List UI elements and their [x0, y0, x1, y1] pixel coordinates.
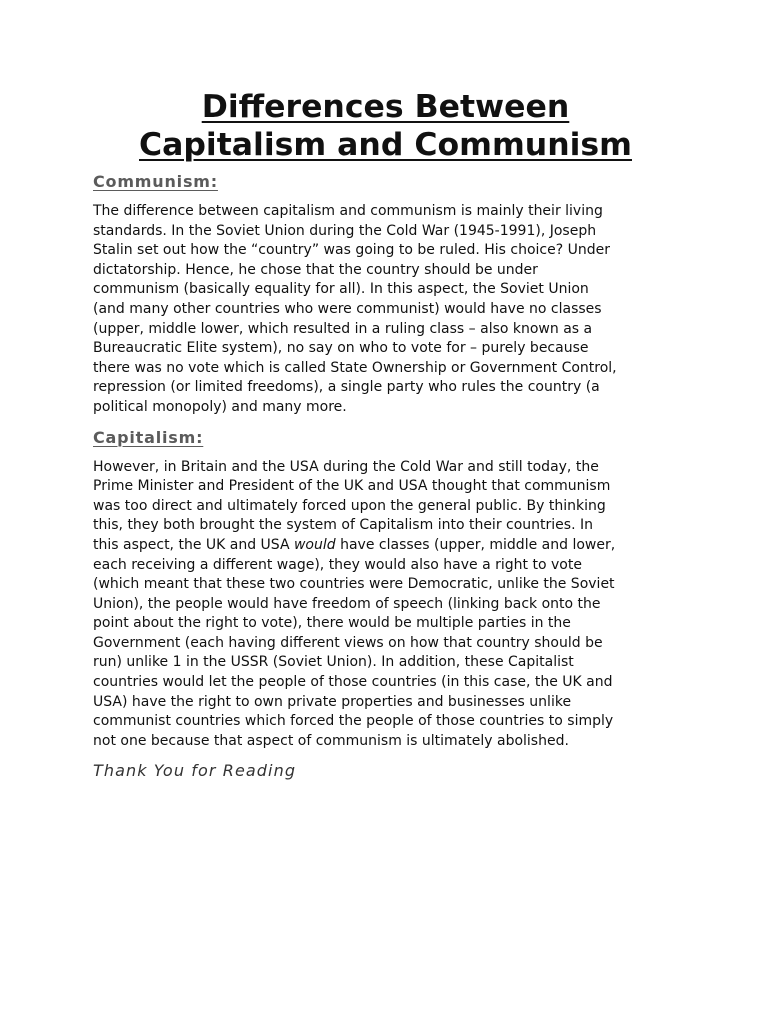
communism-paragraph: [93, 202, 678, 418]
paragraph-line: communist countries which forced the people of those countries to simply: [93, 713, 614, 730]
document-title: [93, 88, 678, 164]
paragraph-line: communism (basically equality for all). In this aspect, the Soviet Union: [93, 281, 589, 298]
paragraph-line: dictatorship. Hence, he chose that the country should be under: [93, 261, 538, 278]
paragraph-line: run) unlike 1 in the USSR (Soviet Union). In addition, these Capitalist: [93, 654, 574, 671]
capitalism-heading: Capitalism:: [93, 427, 204, 447]
title-line-2: Capitalism and Communism: [139, 127, 632, 163]
paragraph-line: Prime Minister and President of the UK and USA thought that communism: [93, 478, 611, 495]
paragraph-line: each receiving a different wage), they would also have a right to vote: [93, 556, 582, 573]
paragraph-line-with-emphasis: [93, 536, 678, 556]
paragraph-line: repression (or limited freedoms), a single party who rules the country (a: [93, 379, 600, 396]
paragraph-line: point about the right to vote), there would be multiple parties in the: [93, 615, 571, 632]
emphasized-word: would: [293, 536, 336, 553]
paragraph-line: was too direct and ultimately forced upon the general public. By thinking: [93, 497, 606, 514]
document-page: [93, 88, 678, 781]
title-line-1: Differences Between: [201, 89, 570, 125]
paragraph-line: Government (each having different views on how that country should be: [93, 634, 603, 651]
line-text: have classes (upper, middle and lower,: [335, 536, 616, 553]
paragraph-line: there was no vote which is called State Ownership or Government Control,: [93, 359, 617, 376]
paragraph-line: The difference between capitalism and communism is mainly their living: [93, 203, 603, 219]
capitalism-paragraph: [93, 458, 678, 752]
paragraph-line: (upper, middle lower, which resulted in a ruling class – also known as a: [93, 320, 593, 337]
paragraph-line: USA) have the right to own private properties and businesses unlike: [93, 693, 572, 710]
paragraph-line: countries would let the people of those countries (in this case, the UK and: [93, 674, 613, 691]
paragraph-line: Bureaucratic Elite system), no say on who to vote for – purely because: [93, 340, 589, 357]
paragraph-line: standards. In the Soviet Union during the Cold War (1945-1991), Joseph: [93, 222, 597, 239]
line-text: this aspect, the UK and USA: [93, 536, 294, 553]
paragraph-line: this, they both brought the system of Capitalism into their countries. In: [93, 517, 593, 534]
paragraph-line: Union), the people would have freedom of speech (linking back onto the: [93, 595, 601, 612]
paragraph-line: (and many other countries who were communist) would have no classes: [93, 300, 602, 317]
communism-heading: Communism:: [93, 172, 218, 191]
closing-note: Thank You for Reading: [93, 761, 297, 781]
paragraph-line: (which meant that these two countries were Democratic, unlike the Soviet: [93, 576, 615, 593]
paragraph-line: political monopoly) and many more.: [93, 398, 347, 415]
paragraph-line: not one because that aspect of communism is ultimately abolished.: [93, 732, 569, 749]
paragraph-line: However, in Britain and the USA during the Cold War and still today, the: [93, 458, 599, 475]
paragraph-line: Stalin set out how the “country” was going to be ruled. His choice? Under: [93, 242, 610, 259]
